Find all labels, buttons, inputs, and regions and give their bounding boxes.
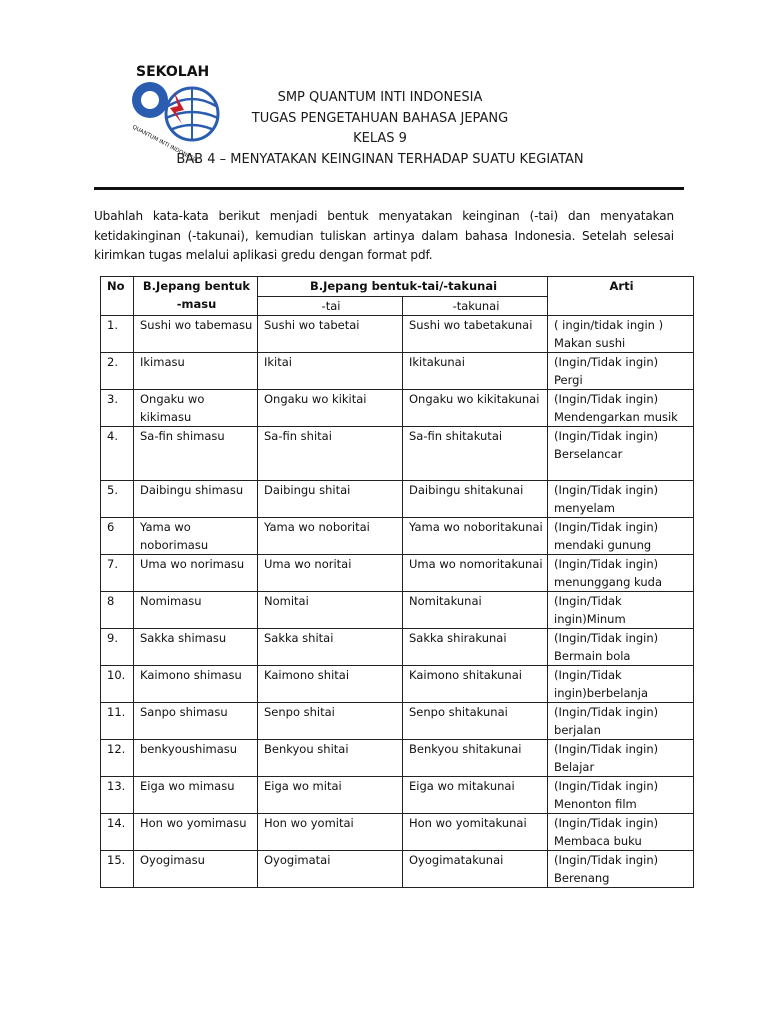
cell-no: 12. bbox=[101, 740, 134, 777]
cell-masu: Sakka shimasu bbox=[134, 629, 258, 666]
table-row bbox=[101, 740, 694, 777]
header-tai-takunai: B.Jepang bentuk-tai/-takunai bbox=[258, 277, 548, 297]
document-header bbox=[150, 88, 610, 170]
cell-tai: Sushi wo tabetai bbox=[258, 316, 403, 353]
cell-arti: (Ingin/Tidak ingin) Menonton film bbox=[548, 777, 694, 814]
cell-no: 4. bbox=[101, 427, 134, 481]
cell-no: 11. bbox=[101, 703, 134, 740]
instructions bbox=[94, 207, 674, 266]
cell-arti: (Ingin/Tidak ingin) menunggang kuda bbox=[548, 555, 694, 592]
cell-masu: Nomimasu bbox=[134, 592, 258, 629]
table-row bbox=[101, 592, 694, 629]
header-arti: Arti bbox=[548, 277, 694, 316]
header-no: No bbox=[101, 277, 134, 316]
cell-takunai: Hon wo yomitakunai bbox=[403, 814, 548, 851]
cell-tai: Ikitai bbox=[258, 353, 403, 390]
cell-arti: (Ingin/Tidak ingin) berjalan bbox=[548, 703, 694, 740]
cell-masu: Yama wo noborimasu bbox=[134, 518, 258, 555]
cell-takunai: Ongaku wo kikitakunai bbox=[403, 390, 548, 427]
cell-tai: Ongaku wo kikitai bbox=[258, 390, 403, 427]
cell-masu: Oyogimasu bbox=[134, 851, 258, 888]
conjugation-table bbox=[100, 276, 694, 888]
cell-masu: Hon wo yomimasu bbox=[134, 814, 258, 851]
cell-arti: (Ingin/Tidak ingin) Membaca buku bbox=[548, 814, 694, 851]
cell-tai: Sa-fin shitai bbox=[258, 427, 403, 481]
table-row bbox=[101, 353, 694, 390]
cell-takunai: Uma wo nomoritakunai bbox=[403, 555, 548, 592]
header-tai: -tai bbox=[258, 296, 403, 316]
cell-tai: Nomitai bbox=[258, 592, 403, 629]
table-row bbox=[101, 814, 694, 851]
cell-no: 9. bbox=[101, 629, 134, 666]
cell-no: 14. bbox=[101, 814, 134, 851]
cell-tai: Benkyou shitai bbox=[258, 740, 403, 777]
cell-tai: Senpo shitai bbox=[258, 703, 403, 740]
cell-arti: ( ingin/tidak ingin ) Makan sushi bbox=[548, 316, 694, 353]
cell-arti: (Ingin/Tidak ingin)berbelanja bbox=[548, 666, 694, 703]
cell-takunai: Sakka shirakunai bbox=[403, 629, 548, 666]
cell-no: 1. bbox=[101, 316, 134, 353]
instructions-line-1: Ubahlah kata-kata berikut menjadi bentuk menyatakan keinginan (-tai) dan menyatakan bbox=[94, 209, 674, 223]
instructions-line-3: kirimkan tugas melalui aplikasi gredu dengan format pdf. bbox=[94, 248, 433, 262]
cell-arti: (Ingin/Tidak ingin)Minum bbox=[548, 592, 694, 629]
table-row bbox=[101, 518, 694, 555]
cell-tai: Yama wo noboritai bbox=[258, 518, 403, 555]
table-row bbox=[101, 851, 694, 888]
cell-no: 15. bbox=[101, 851, 134, 888]
cell-arti: (Ingin/Tidak ingin) Berenang bbox=[548, 851, 694, 888]
header-masu: B.Jepang bentuk -masu bbox=[134, 277, 258, 316]
cell-tai: Daibingu shitai bbox=[258, 481, 403, 518]
cell-no: 3. bbox=[101, 390, 134, 427]
table-row bbox=[101, 427, 694, 481]
cell-no: 2. bbox=[101, 353, 134, 390]
cell-masu: Uma wo norimasu bbox=[134, 555, 258, 592]
cell-no: 6 bbox=[101, 518, 134, 555]
cell-masu: Eiga wo mimasu bbox=[134, 777, 258, 814]
cell-masu: Sushi wo tabemasu bbox=[134, 316, 258, 353]
cell-arti: (Ingin/Tidak ingin) Mendengarkan musik bbox=[548, 390, 694, 427]
cell-takunai: Senpo shitakunai bbox=[403, 703, 548, 740]
table-row bbox=[101, 777, 694, 814]
cell-tai: Oyogimatai bbox=[258, 851, 403, 888]
header-takunai: -takunai bbox=[403, 296, 548, 316]
cell-masu: Ikimasu bbox=[134, 353, 258, 390]
cell-takunai: Sushi wo tabetakunai bbox=[403, 316, 548, 353]
cell-arti: (Ingin/Tidak ingin) Bermain bola bbox=[548, 629, 694, 666]
cell-takunai: Daibingu shitakunai bbox=[403, 481, 548, 518]
cell-no: 8 bbox=[101, 592, 134, 629]
cell-masu: Sanpo shimasu bbox=[134, 703, 258, 740]
table-row bbox=[101, 703, 694, 740]
chapter-title: BAB 4 – MENYATAKAN KEINGINAN TERHADAP SUATU KEGIATAN bbox=[176, 151, 584, 167]
cell-tai: Hon wo yomitai bbox=[258, 814, 403, 851]
header-divider bbox=[94, 187, 684, 190]
cell-tai: Uma wo noritai bbox=[258, 555, 403, 592]
cell-arti: (Ingin/Tidak ingin) Belajar bbox=[548, 740, 694, 777]
cell-masu: Sa-fin shimasu bbox=[134, 427, 258, 481]
cell-arti: (Ingin/Tidak ingin) menyelam bbox=[548, 481, 694, 518]
logo-text: SEKOLAH bbox=[136, 64, 210, 80]
table-row bbox=[101, 666, 694, 703]
cell-no: 13. bbox=[101, 777, 134, 814]
instructions-line-2: ketidakinginan (-takunai), kemudian tuliskan artinya dalam bahasa Indonesia. Setelah selesai bbox=[94, 228, 674, 243]
school-name: SMP QUANTUM INTI INDONESIA bbox=[277, 90, 483, 105]
cell-no: 5. bbox=[101, 481, 134, 518]
cell-arti: (Ingin/Tidak ingin) mendaki gunung bbox=[548, 518, 694, 555]
cell-tai: Eiga wo mitai bbox=[258, 777, 403, 814]
cell-arti: (Ingin/Tidak ingin) Berselancar bbox=[548, 427, 694, 481]
cell-no: 7. bbox=[101, 555, 134, 592]
cell-arti: (Ingin/Tidak ingin) Pergi bbox=[548, 353, 694, 390]
cell-tai: Kaimono shitai bbox=[258, 666, 403, 703]
table-row bbox=[101, 390, 694, 427]
cell-takunai: Eiga wo mitakunai bbox=[403, 777, 548, 814]
class-level: KELAS 9 bbox=[353, 131, 407, 146]
cell-takunai: Oyogimatakunai bbox=[403, 851, 548, 888]
cell-masu: Kaimono shimasu bbox=[134, 666, 258, 703]
cell-takunai: Benkyou shitakunai bbox=[403, 740, 548, 777]
cell-takunai: Yama wo noboritakunai bbox=[403, 518, 548, 555]
cell-takunai: Nomitakunai bbox=[403, 592, 548, 629]
cell-takunai: Sa-fin shitakutai bbox=[403, 427, 548, 481]
logo-subtext: QUANTUM INTI INDONESIA bbox=[131, 124, 199, 165]
cell-takunai: Kaimono shitakunai bbox=[403, 666, 548, 703]
cell-masu: Ongaku wo kikimasu bbox=[134, 390, 258, 427]
assignment-title: TUGAS PENGETAHUAN BAHASA JEPANG bbox=[251, 110, 509, 126]
table-row bbox=[101, 629, 694, 666]
cell-masu: Daibingu shimasu bbox=[134, 481, 258, 518]
cell-no: 10. bbox=[101, 666, 134, 703]
table-row bbox=[101, 316, 694, 353]
table-row bbox=[101, 481, 694, 518]
cell-tai: Sakka shitai bbox=[258, 629, 403, 666]
cell-takunai: Ikitakunai bbox=[403, 353, 548, 390]
cell-masu: benkyoushimasu bbox=[134, 740, 258, 777]
table-row bbox=[101, 555, 694, 592]
